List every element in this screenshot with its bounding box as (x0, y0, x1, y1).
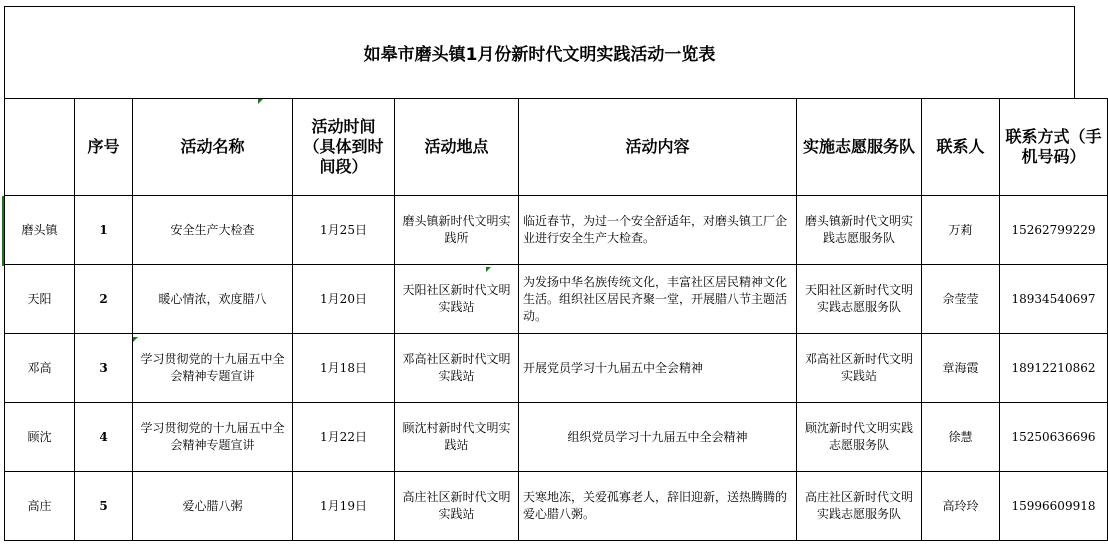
cell-content[interactable]: 为发扬中华名族传统文化，丰富社区居民精神文化生活。组织社区居民齐聚一堂，开展腊八节主题活动。 (519, 265, 797, 334)
cell-seq[interactable]: 2 (75, 265, 133, 334)
cell-name[interactable]: 爱心腊八粥 (133, 472, 293, 541)
cell-seq[interactable]: 4 (75, 403, 133, 472)
cell-content[interactable]: 组织党员学习十九届五中全会精神 (519, 403, 797, 472)
sheet-title[interactable]: 如皋市磨头镇1月份新时代文明实践活动一览表 (4, 6, 1075, 98)
cell-time[interactable]: 1月25日 (293, 196, 395, 265)
cell-place[interactable]: 高庄社区新时代文明实践站 (395, 472, 519, 541)
header-place[interactable]: 活动地点 (395, 99, 519, 196)
cell-time[interactable]: 1月19日 (293, 472, 395, 541)
activity-table (4, 98, 1108, 541)
cell-place[interactable]: 邓高社区新时代文明实践站 (395, 334, 519, 403)
cell-team[interactable]: 顾沈新时代文明实践志愿服务队 (797, 403, 922, 472)
cell-phone[interactable]: 18912210862 (1000, 334, 1108, 403)
cell-contact[interactable]: 徐慧 (922, 403, 1000, 472)
header-name[interactable]: 活动名称 (133, 99, 293, 196)
cell-team[interactable]: 邓高社区新时代文明实践站 (797, 334, 922, 403)
cell-time[interactable]: 1月22日 (293, 403, 395, 472)
header-row (5, 99, 1108, 196)
header-contact[interactable]: 联系人 (922, 99, 1000, 196)
cell-contact[interactable]: 章海霞 (922, 334, 1000, 403)
cell-town[interactable]: 磨头镇 (5, 196, 75, 265)
header-phone[interactable]: 联系方式（手机号码） (1000, 99, 1108, 196)
cell-contact[interactable]: 万莉 (922, 196, 1000, 265)
cell-team[interactable]: 天阳社区新时代文明实践志愿服务队 (797, 265, 922, 334)
cell-name[interactable]: 安全生产大检查 (133, 196, 293, 265)
cell-town[interactable]: 天阳 (5, 265, 75, 334)
cell-name[interactable]: 学习贯彻党的十九届五中全会精神专题宣讲 (133, 334, 293, 403)
cell-content[interactable]: 临近春节，为过一个安全舒适年，对磨头镇工厂企业进行安全生产大检查。 (519, 196, 797, 265)
header-team[interactable]: 实施志愿服务队 (797, 99, 922, 196)
cell-place[interactable]: 顾沈村新时代文明实践站 (395, 403, 519, 472)
cell-time[interactable]: 1月18日 (293, 334, 395, 403)
cell-seq[interactable]: 3 (75, 334, 133, 403)
table-row (5, 334, 1108, 403)
cell-place[interactable]: 天阳社区新时代文明实践站 (395, 265, 519, 334)
active-cell-indicator (2, 196, 4, 266)
comment-marker-icon (486, 267, 491, 272)
cell-phone[interactable]: 15250636696 (1000, 403, 1108, 472)
cell-town[interactable]: 顾沈 (5, 403, 75, 472)
cell-seq[interactable]: 1 (75, 196, 133, 265)
cell-phone[interactable]: 15262799229 (1000, 196, 1108, 265)
cell-name[interactable]: 暖心情浓，欢度腊八 (133, 265, 293, 334)
comment-marker-icon (133, 337, 138, 342)
cell-team[interactable]: 磨头镇新时代文明实践志愿服务队 (797, 196, 922, 265)
cell-contact[interactable]: 佘莹莹 (922, 265, 1000, 334)
table-row (5, 472, 1108, 541)
table-row (5, 403, 1108, 472)
header-seq[interactable]: 序号 (75, 99, 133, 196)
comment-marker-icon (258, 99, 263, 104)
table-row (5, 196, 1108, 265)
cell-content[interactable]: 开展党员学习十九届五中全会精神 (519, 334, 797, 403)
cell-phone[interactable]: 15996609918 (1000, 472, 1108, 541)
header-town[interactable] (5, 99, 75, 196)
header-content[interactable]: 活动内容 (519, 99, 797, 196)
cell-place[interactable]: 磨头镇新时代文明实践所 (395, 196, 519, 265)
cell-contact[interactable]: 高玲玲 (922, 472, 1000, 541)
cell-phone[interactable]: 18934540697 (1000, 265, 1108, 334)
table-row (5, 265, 1108, 334)
cell-time[interactable]: 1月20日 (293, 265, 395, 334)
cell-name[interactable]: 学习贯彻党的十九届五中全会精神专题宣讲 (133, 403, 293, 472)
cell-team[interactable]: 高庄社区新时代文明实践志愿服务队 (797, 472, 922, 541)
header-time[interactable]: 活动时间（具体到时间段） (293, 99, 395, 196)
cell-content[interactable]: 天寒地冻，关爱孤寡老人，辞旧迎新，送热腾腾的爱心腊八粥。 (519, 472, 797, 541)
cell-town[interactable]: 邓高 (5, 334, 75, 403)
cell-seq[interactable]: 5 (75, 472, 133, 541)
cell-town[interactable]: 高庄 (5, 472, 75, 541)
